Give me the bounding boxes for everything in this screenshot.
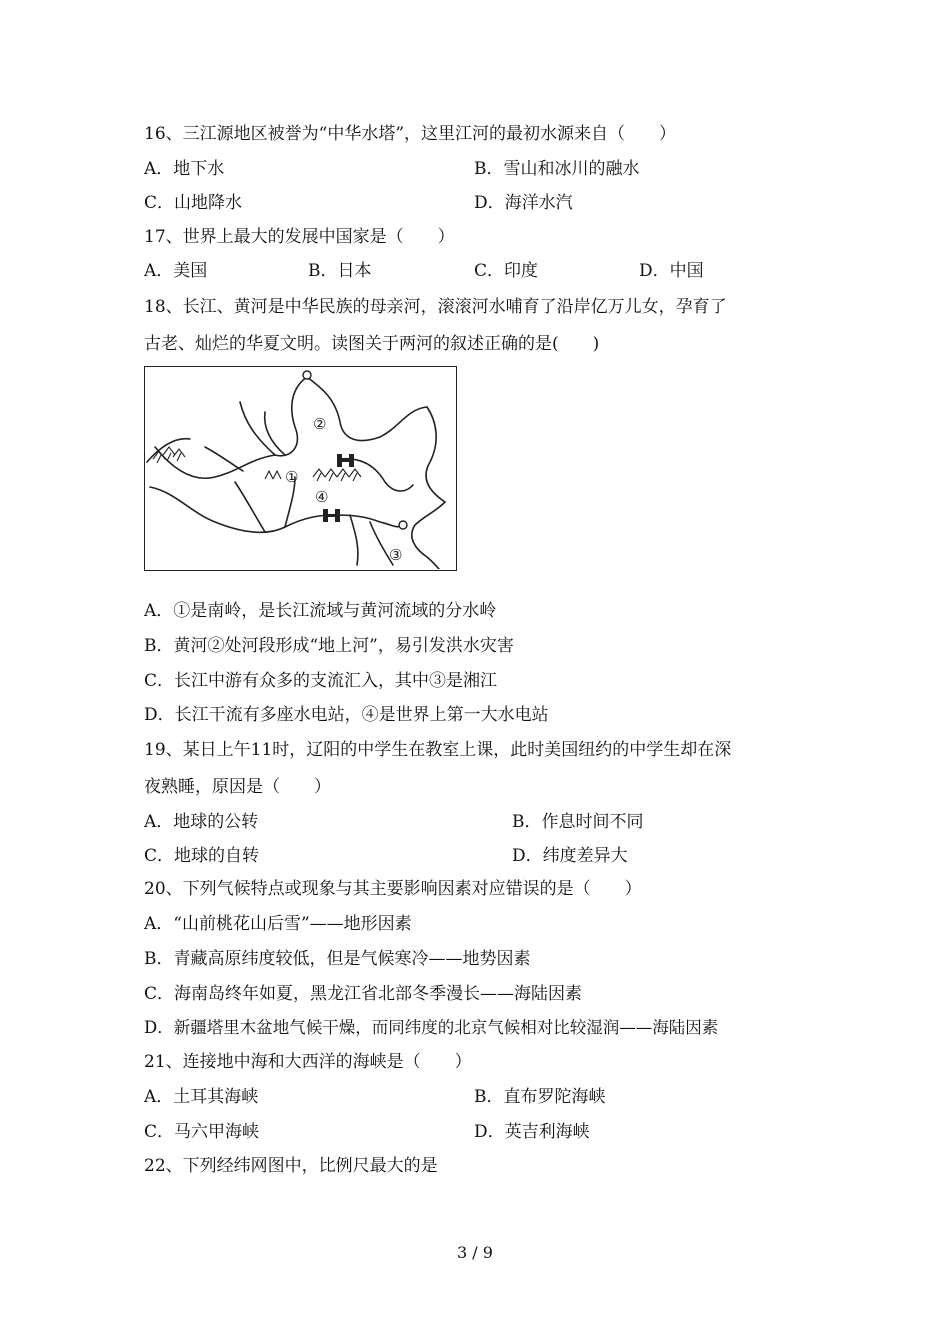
question-17-stem: 17、世界上最大的发展中国家是（ ） [144,227,455,247]
rivers-map-drawing [145,367,455,569]
question-18-stem-line1: 18、长江、黄河是中华民族的母亲河，滚滚河水哺育了沿岸亿万儿女，孕育了 [144,297,727,317]
q18-option-a: A．①是南岭，是长江流域与黄河流域的分水岭 [144,601,497,621]
mountain-icon-central [265,469,361,481]
map-point-east [399,521,407,529]
map-label-3: ③ [389,546,403,564]
rivers-map-figure [144,366,457,571]
map-label-1: ① [285,468,299,486]
q17-option-b: B．日本 [308,261,372,281]
q18-option-b: B．黄河②处河段形成“地上河”，易引发洪水灾害 [144,636,514,656]
q17-option-d: D．中国 [639,261,704,281]
q19-option-c: C．地球的自转 [144,846,260,866]
q18-option-d: D．长江干流有多座水电站，④是世界上第一大水电站 [144,705,549,725]
q18-option-c: C．长江中游有众多的支流汇入，其中③是湘江 [144,671,498,691]
question-16-stem: 16、三江源地区被誉为“中华水塔”，这里江河的最初水源来自（ ） [144,124,677,144]
q19-option-b: B．作息时间不同 [512,812,644,832]
q16-option-b: B．雪山和冰川的融水 [474,159,640,179]
q20-option-c: C．海南岛终年如夏，黑龙江省北部冬季漫长——海陆因素 [144,984,583,1004]
q21-option-c: C．马六甲海峡 [144,1122,260,1142]
q16-option-c: C．山地降水 [144,193,243,213]
dam-icon-yellow-river [337,454,354,467]
q16-option-d: D．海洋水汽 [474,193,573,213]
q16-option-a: A．地下水 [144,159,225,179]
q19-option-d: D．纬度差异大 [512,846,628,866]
question-18-stem-line2: 古老、灿烂的华夏文明。读图关于两河的叙述正确的是( ) [144,334,600,354]
q19-option-a: A．地球的公转 [144,812,259,832]
q21-option-b: B．直布罗陀海峡 [474,1087,606,1107]
dam-icon-yangtze-river [323,509,340,522]
q21-option-a: A．土耳其海峡 [144,1087,259,1107]
page-number: 3 / 9 [457,1243,493,1262]
q20-option-a: A．“山前桃花山后雪”——地形因素 [144,914,412,934]
question-22-stem: 22、下列经纬网图中，比例尺最大的是 [144,1156,438,1176]
question-19-stem-line2: 夜熟睡，原因是（ ） [144,777,331,797]
q17-option-c: C．印度 [474,261,539,281]
map-label-2: ② [313,415,327,433]
question-21-stem: 21、连接地中海和大西洋的海峡是（ ） [144,1052,472,1072]
q20-option-b: B．青藏高原纬度较低，但是气候寒冷——地势因素 [144,949,531,969]
q17-option-a: A．美国 [144,261,208,281]
q20-option-d: D．新疆塔里木盆地气候干燥，而同纬度的北京气候相对比较湿润——海陆因素 [144,1018,719,1037]
question-19-stem-line1: 19、某日上午11时，辽阳的中学生在教室上课，此时美国纽约的中学生却在深 [144,740,732,760]
q21-option-d: D．英吉利海峡 [474,1122,590,1142]
question-20-stem: 20、下列气候特点或现象与其主要影响因素对应错误的是（ ） [144,879,642,899]
map-label-4: ④ [315,488,329,506]
map-point-north [303,371,311,379]
